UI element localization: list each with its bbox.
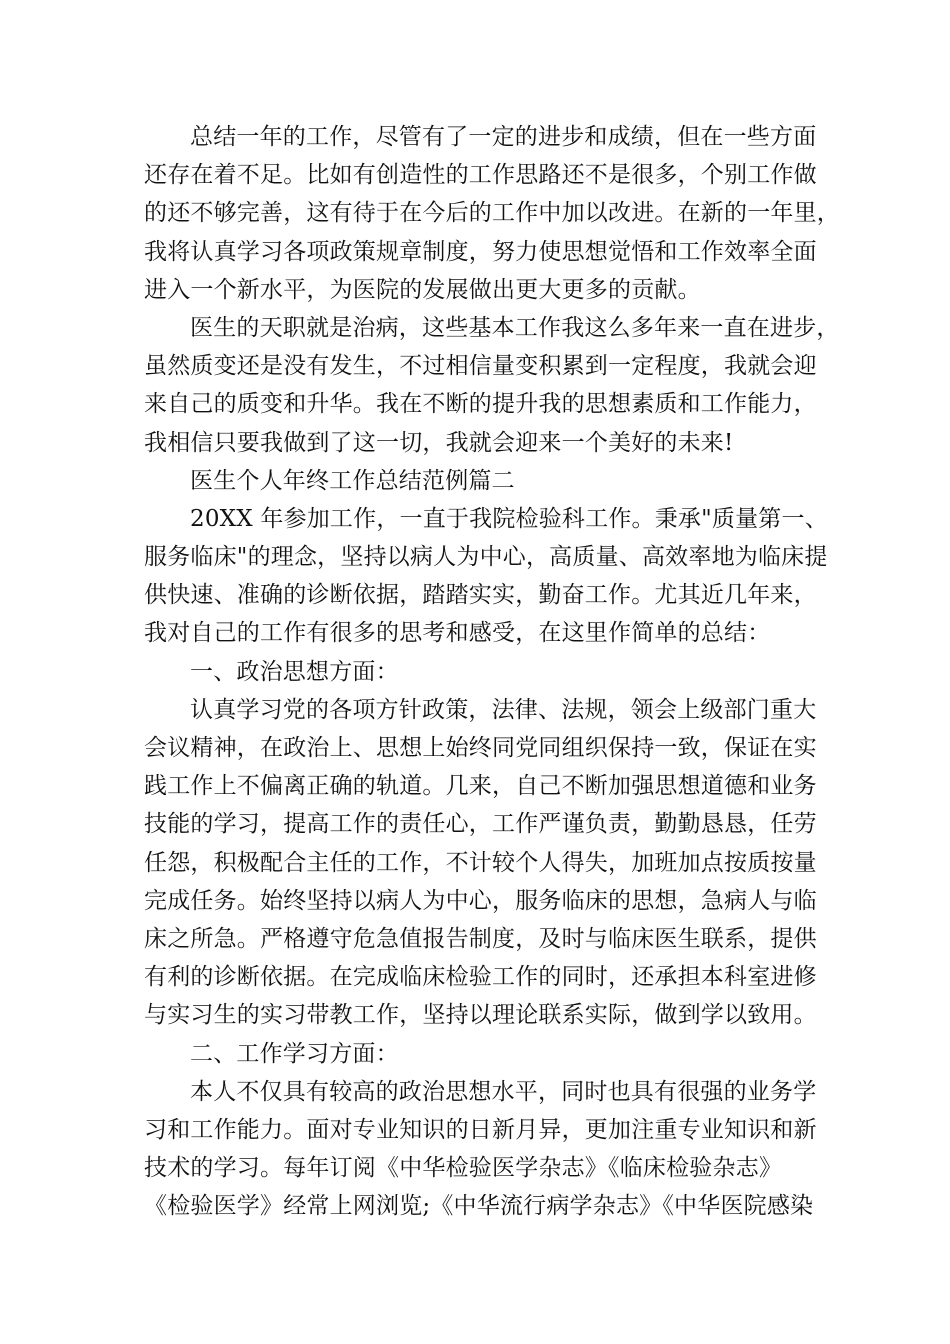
text-line: 医生的天职就是治病，这些基本工作我这么多年来一直在进步，	[190, 314, 840, 341]
text-line: 还存在着不足。比如有创造性的工作思路还不是很多，个别工作做	[144, 162, 817, 189]
text-line: 技能的学习，提高工作的责任心，工作严谨负责，勤勤恳恳，任劳	[144, 811, 817, 838]
text-line: 与实习生的实习带教工作，坚持以理论联系实际，做到学以致用。	[144, 1002, 817, 1029]
text-line: 供快速、准确的诊断依据，踏踏实实，勤奋工作。尤其近几年来，	[144, 582, 817, 609]
text-line: 我相信只要我做到了这一切，我就会迎来一个美好的未来!	[144, 429, 734, 456]
text-line: 我对自己的工作有很多的思考和感受，在这里作简单的总结：	[144, 620, 771, 647]
text-line: 服务临床"的理念，坚持以病人为中心，高质量、高效率地为临床提	[144, 544, 828, 571]
section-title: 医生个人年终工作总结范例篇二	[190, 467, 515, 494]
text-line: 的还不够完善，这有待于在今后的工作中加以改进。在新的一年里，	[144, 200, 840, 227]
section-heading: 一、政治思想方面：	[190, 658, 399, 685]
text-line: 床之所急。严格遵守危急值报告制度，及时与临床医生联系，提供	[144, 925, 817, 952]
text-line: 任怨，积极配合主任的工作，不计较个人得失，加班加点按质按量	[144, 849, 817, 876]
text-line: 会议精神，在政治上、思想上始终同党同组织保持一致，保证在实	[144, 735, 817, 761]
text-line: 技术的学习。每年订阅《中华检验医学杂志》《临床检验杂志》	[144, 1155, 783, 1182]
text-line: 本人不仅具有较高的政治思想水平，同时也具有很强的业务学	[190, 1078, 817, 1105]
text-line: 践工作上不偏离正确的轨道。几来，自己不断加强思想道德和业务	[144, 773, 817, 800]
text-line: 《检验医学》经常上网浏览;《中华流行病学杂志》《中华医院感染	[144, 1193, 814, 1220]
text-line: 总结一年的工作，尽管有了一定的进步和成绩，但在一些方面	[190, 124, 817, 150]
text-line: 虽然质变还是没有发生，不过相信量变积累到一定程度，我就会迎	[144, 353, 817, 380]
text-line: 有利的诊断依据。在完成临床检验工作的同时，还承担本科室进修	[144, 964, 817, 991]
text-line: 来自己的质变和升华。我在不断的提升我的思想素质和工作能力，	[144, 391, 817, 418]
text-line: 进入一个新水平，为医院的发展做出更大更多的贡献。	[144, 276, 701, 303]
section-heading: 二、工作学习方面：	[190, 1040, 399, 1067]
text-line: 习和工作能力。面对专业知识的日新月异，更加注重专业知识和新	[144, 1116, 817, 1143]
text-line: 完成任务。始终坚持以病人为中心，服务临床的思想，急病人与临	[144, 887, 817, 914]
text-line: 认真学习党的各项方针政策，法律、法规，领会上级部门重大	[190, 696, 817, 723]
text-line: 20XX 年参加工作，一直于我院检验科工作。秉承"质量第一、	[190, 505, 828, 532]
document-page	[144, 118, 840, 1225]
text-line: 我将认真学习各项政策规章制度，努力使思想觉悟和工作效率全面	[144, 238, 817, 265]
